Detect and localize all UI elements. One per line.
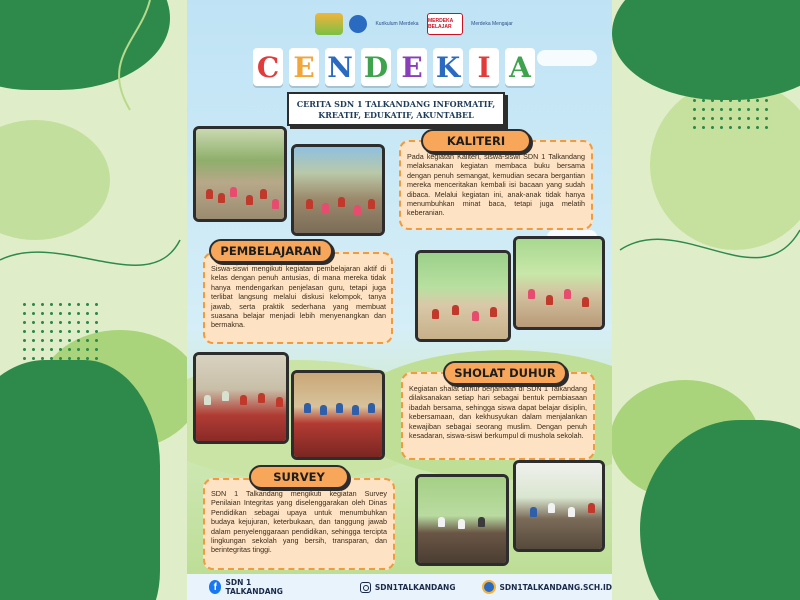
school-emblem-icon bbox=[482, 580, 496, 594]
kurikulum-label: Kurikulum Merdeka bbox=[375, 21, 419, 27]
poster bbox=[187, 0, 612, 600]
kaliteri-photo bbox=[291, 144, 385, 236]
title-letter: D bbox=[361, 48, 391, 86]
title-letter: A bbox=[505, 48, 535, 86]
sholat-heading: SHOLAT DUHUR bbox=[443, 361, 567, 385]
school-logo bbox=[315, 13, 343, 35]
sholat-text: Kegiatan shalat duhur berjamaah di SDN 1 Talkandang dilaksanakan setiap hari sebagai bentuk pembiasaan ibadah bersama, sehingga siswa dapat belajar disiplin, kebersamaan, dan kekhusyukan dalam menjalankan kewajiban sebagai seorang muslim. Dengan penuh kesadaran, siswa-siswi berkumpul di mushola sekolah. bbox=[409, 384, 587, 441]
facebook-icon: f bbox=[209, 580, 221, 594]
title-letter: E bbox=[397, 48, 427, 86]
title-letter: K bbox=[433, 48, 463, 86]
page-title bbox=[253, 48, 535, 86]
instagram-link[interactable] bbox=[360, 582, 456, 593]
title-letter: N bbox=[325, 48, 355, 86]
tut-wuri-logo bbox=[349, 15, 367, 33]
merdeka-belajar-label: MERDEKA BELAJAR bbox=[428, 18, 454, 30]
website-link[interactable] bbox=[482, 580, 613, 594]
subtitle-line: KREATIF, EDUKATIF, AKUNTABEL bbox=[318, 110, 474, 120]
pembelajaran-photo bbox=[513, 236, 605, 330]
cloud bbox=[537, 50, 597, 66]
sholat-photo bbox=[193, 352, 289, 444]
footer bbox=[187, 574, 612, 600]
sholat-photo bbox=[291, 370, 385, 460]
title-letter: E bbox=[289, 48, 319, 86]
survey-text: SDN 1 Talkandang mengikuti kegiatan Survey Penilaian Integritas yang diselenggarakan oleh Dinas Pendidikan sebagai upaya untuk menumbuhkan budaya kejujuran, keterbukaan, dan tanggung jawab dalam penyelenggaraan pendidikan, sehingga tercipta lingkungan sekolah yang bersih, transparan, dan berintegritas tinggi. bbox=[211, 489, 387, 555]
merdeka-mengajar-label: Merdeka Mengajar bbox=[471, 21, 513, 27]
survey-heading: SURVEY bbox=[249, 465, 349, 489]
survey-photo bbox=[513, 460, 605, 552]
instagram-icon bbox=[360, 582, 371, 593]
pembelajaran-photo bbox=[415, 250, 511, 342]
instagram-handle: SDN1TALKANDANG bbox=[374, 582, 456, 592]
facebook-link[interactable] bbox=[209, 578, 302, 596]
title-letter: C bbox=[253, 48, 283, 86]
kaliteri-photo bbox=[193, 126, 287, 222]
kaliteri-heading: KALITERI bbox=[421, 129, 531, 153]
pembelajaran-heading: PEMBELAJARAN bbox=[209, 239, 333, 263]
merdeka-mengajar-logo bbox=[469, 13, 515, 35]
website-url: SDN1TALKANDANG.SCH.ID bbox=[499, 582, 612, 592]
subtitle bbox=[287, 92, 505, 126]
subtitle-line: CERITA SDN 1 TALKANDANG INFORMATIF, bbox=[296, 99, 496, 109]
survey-photo bbox=[415, 474, 509, 566]
facebook-handle: SDN 1 TALKANDANG bbox=[225, 578, 283, 596]
kaliteri-text: Pada kegiatan Kaliteri, siswa-siswi SDN 1 Talkandang melaksanakan kegiatan membaca buku bersama dengan penuh semangat, kemudian secara bergantian mereka menceritakan kembali isi bacaan yang sudah dibaca. Melalui kegiatan ini, anak-anak tidak hanya menumbuhkan minat baca, tetapi juga melatih keberanian. bbox=[407, 152, 585, 218]
title-letter: I bbox=[469, 48, 499, 86]
logo-row bbox=[315, 10, 595, 38]
kurikulum-merdeka-logo bbox=[373, 13, 421, 35]
pembelajaran-text: Siswa-siswi mengikuti kegiatan pembelajaran aktif di kelas dengan penuh antusias, di mana mereka tidak hanya mendengarkan penjelasan guru, tetapi juga terlibat langsung melalui diskusi kelompok, tanya jawab, serta praktik sederhana yang membuat suasana belajar menjadi lebih menyenangkan dan bermakna. bbox=[211, 264, 386, 330]
merdeka-belajar-logo bbox=[427, 13, 463, 35]
